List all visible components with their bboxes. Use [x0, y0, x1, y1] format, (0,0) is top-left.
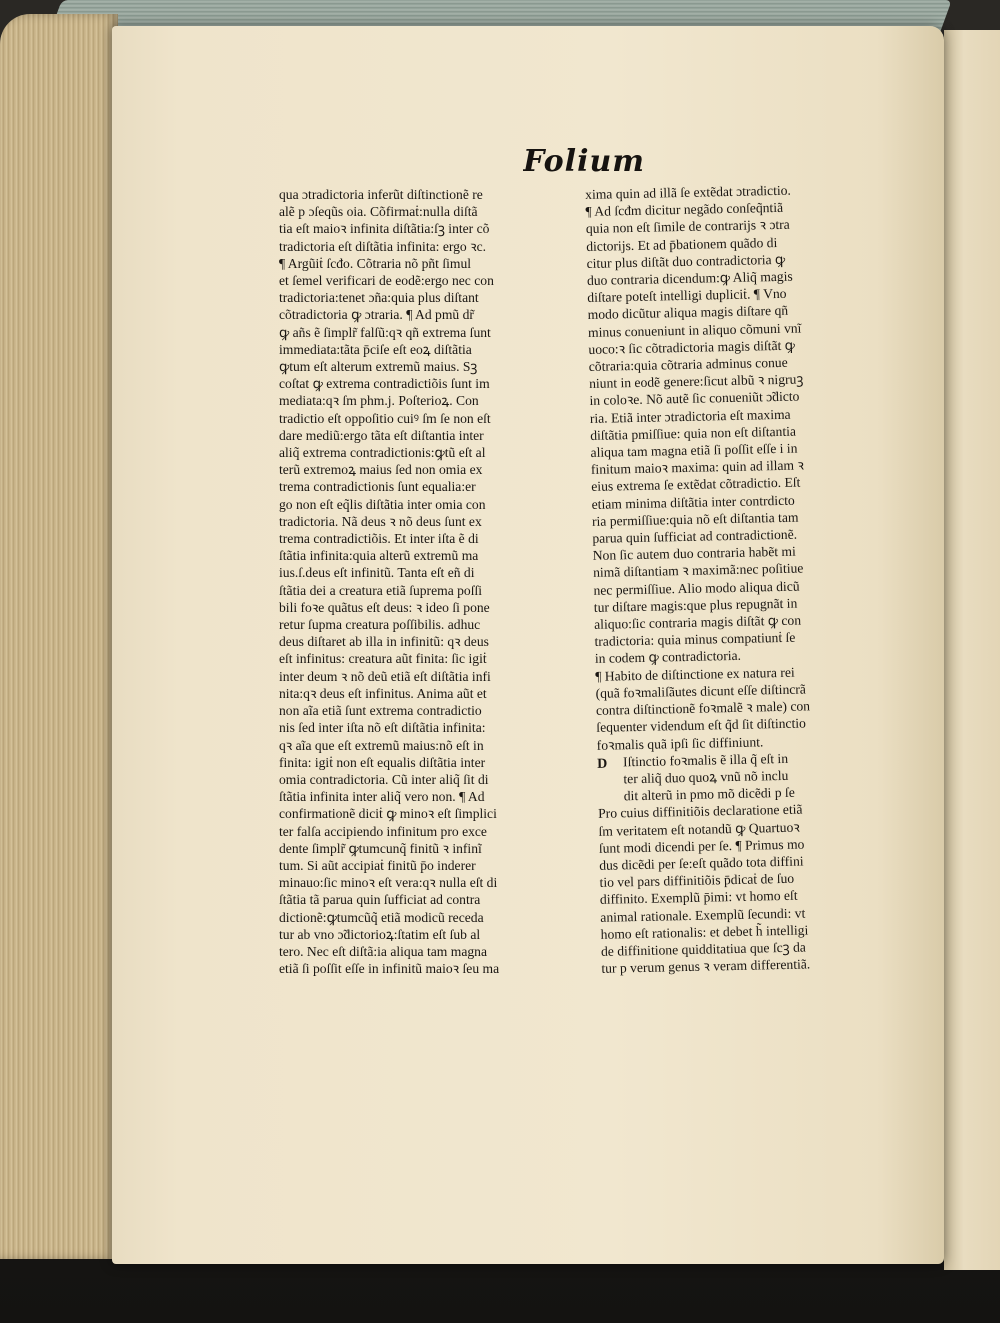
text-line: Non ſic autem duo contraria habẽt mi — [592, 543, 796, 564]
text-line: minus conueniunt in aliquo cõmuni vnĩ — [587, 320, 802, 340]
text-line: diſtare poteſt intelligi dupliciṫ. ¶ Vno — [587, 286, 787, 306]
text-line: ter aliq̃ duo quoꝝ vnũ nõ inclu — [623, 767, 789, 787]
text-line: cõtraria:quia cõtraria adminus conue — [588, 354, 788, 374]
text-line: ¶ Habito de diſtinctione ex natura rei — [595, 664, 795, 684]
text-line: ſtãtia dei a creatura etiã ſuprema poſſi — [279, 582, 483, 598]
text-line: dit alterũ in pmo mõ dicẽdi p ſe — [623, 784, 795, 804]
text-line: ter falſa accipiendo infinitum pro exce — [279, 823, 487, 839]
text-line: dente ſimplr̃ ꝙtumcunq̃ finitũ ꝛ infinĩ — [279, 840, 482, 856]
text-line: tum. Si aũt accipiaṫ finitũ p̄o inderer — [279, 857, 476, 873]
text-line: trema contradictiõis. Et inter iſta ẽ di — [279, 531, 479, 547]
text-line: non aĩa etiã ſunt extrema contradictio — [279, 703, 482, 719]
initial-paragraph-lines — [623, 749, 795, 804]
text-line: Pro cuius diffinitiõis declaratione etiã — [597, 801, 803, 822]
text-line: cõtradictoria ꝙ ɔtraria. ¶ Ad pmũ dr̃ — [279, 307, 474, 323]
text-line: duo contraria dicendum:ꝙ Aliq̃ magis — [586, 268, 793, 288]
text-line: tio vel pars diffinitiõis p̄dicaṫ de ſuo — [599, 870, 795, 890]
text-line: tero. Nec eſt diſtã:ia aliqua tam magna — [279, 943, 487, 959]
text-line: tradictoria. Nã deus ꝛ nõ deus ſunt ex — [279, 513, 482, 529]
text-line: ſunt modi dicendi per ſe. ¶ Primus mo — [598, 836, 805, 856]
text-line: ius.ſ.deus eſt infinitũ. Tanta eſt eñ di — [279, 565, 475, 581]
text-line: aliq̃ extrema contradictionis:ꝙtũ eſt al — [279, 445, 486, 461]
text-line: foꝛmalis quã ipſi ſic diffiniunt. — [596, 733, 764, 753]
text-line: coſtat ꝙ extrema contradictiõis ſunt im — [279, 376, 490, 392]
text-line: nis ſed inter iſta nõ eſt diſtãtia infinita: — [279, 720, 486, 736]
text-line: diffinito. Exemplũ p̄imi: vt homo eſt — [599, 888, 798, 908]
text-line: nita:qꝛ deus eſt infinitus. Anima aũt et — [279, 685, 487, 701]
text-line: tur ab vno ɔ̃dictorioꝝ:ſtatim eſt ſub al — [279, 926, 481, 942]
text-line: minauo:ſic minoꝛ eſt vera:qꝛ nulla eſt di — [279, 875, 498, 891]
text-line: dare mediũ:ergo tãta eſt diſtantia inter — [279, 427, 484, 443]
text-line: ſtãtia infinita:quia alterũ extremũ ma — [279, 548, 479, 564]
text-line: diſtãtia pmiſſiue: quia non eſt diſtantia — [590, 423, 797, 443]
text-line: eius extrema ſe extẽdat cõtradictio. Eſt — [591, 475, 801, 495]
text-line: bili foꝛe quãtus eſt deus: ꝛ ideo ſi pone — [279, 599, 490, 615]
text-line: uoco:ꝛ ſic cõtradictoria magis diſtãt ꝙ — [588, 337, 796, 357]
text-line: dictionẽ:ꝙtumcũq̃ etiã modicũ receda — [279, 909, 484, 925]
text-line: ria permiſſiue:quia nõ eſt diſtantia tam — [591, 509, 799, 529]
text-line: ſequenter videndum eſt q̃d ſit diſtinctio — [596, 715, 806, 736]
book-fore-edge — [0, 14, 118, 1259]
facing-page-edge — [944, 30, 1000, 1270]
text-line: etiã ſi poſſit eſſe in infinitũ maioꝛ ſeu ma — [279, 961, 500, 977]
text-line: ꝙtum eſt alterum extremũ maius. Sꝫ — [279, 359, 478, 375]
text-line: dus dicẽdi per ſe:eſt quãdo tota diffini — [599, 853, 804, 873]
text-line: ſtãtia tã parua quin ſufficiat ad contra — [279, 892, 481, 908]
text-line: nimã diſtantiam ꝛ maximã:nec poſitiue — [592, 560, 804, 581]
text-line: (quã foꝛmaliſãutes dicunt eſſe diſtincrã — [595, 681, 807, 701]
text-line: deus diſtaret ab illa in infinitũ: qꝛ deus — [279, 634, 489, 650]
text-line: et ſemel verificari de eodẽ:ergo nec con — [279, 273, 494, 289]
text-line: ꝙ añs ẽ ſimplr̃ falſũ:qꝛ qñ extrema ſunt — [279, 324, 491, 340]
text-line: ¶ Ad ſcđm dicitur negãdo conſeq̃ntiã — [585, 200, 784, 220]
text-line: tradictoria: quia minus compatiunṫ ſe — [594, 629, 796, 650]
text-line: ſm veritatem eſt notandũ ꝙ Quartuoꝛ — [598, 819, 800, 839]
text-line: modo dicũtur aliqua magis diſtare qñ — [587, 303, 789, 323]
text-line: tradictio eſt oppoſitio cuiꝰ ſm ſe non eſt — [279, 410, 491, 426]
text-line: nec permiſſiue. Alio modo aliqua dicũ — [593, 578, 800, 598]
text-line: in codem ꝙ contradictoria. — [594, 648, 742, 667]
right-column-top-block — [585, 180, 889, 754]
text-line: inter deum ꝛ nõ deũ etiã eſt diſtãtia infi — [279, 668, 491, 684]
text-line: niunt in eodẽ genere:ſicut albũ ꝛ nigruꝫ — [588, 371, 804, 392]
text-line: quia non eſt ſimile de contrarijs ꝛ ɔtra — [585, 217, 790, 237]
text-line: tur diſtare magis:que plus repugnãt in — [593, 595, 798, 615]
text-line: xima quin ad illã ſe extẽdat ɔtradictio. — [585, 182, 792, 202]
text-line: ¶ Argũiṫ ſcđo. Cõtraria nõ pñt ſimul — [279, 255, 472, 271]
text-line: qua ɔtradictoria inferũt diſtinctionẽ re — [279, 187, 483, 202]
right-text-column — [585, 180, 896, 1091]
text-line: omia contradictoria. Cũ inter aliq̃ ſit di — [279, 771, 489, 787]
text-line: trema contradictionis ſunt equalia:er — [279, 479, 476, 495]
text-line: immediata:tãta p̄ciſe eſt eoꝝ diſtãtia — [279, 341, 472, 357]
text-line: tia eſt maioꝛ infinita diſtãtia:ſꝫ inter cõ — [279, 221, 490, 237]
text-line: aliqua tam magna etiã ſi poſſit eſſe i in — [590, 440, 798, 460]
text-line: tur p verum genus ꝛ veram differentiã. — [601, 956, 811, 976]
text-line: etiam minima diſtãtia inter contrdicto — [591, 492, 795, 512]
text-line: tradictoria:tenet ɔña:quia plus diſtant — [279, 290, 479, 306]
text-line: dictorijs. Et ad p̄bationem quãdo di — [586, 234, 778, 254]
text-line: citur plus diſtãt duo contradictoria ꝙ — [586, 251, 786, 271]
text-line: terũ extremoꝝ maius ſed non omia ex — [279, 462, 483, 478]
text-line: eſt infinitus: creatura aũt finita: ſic igiṫ — [279, 651, 487, 667]
text-line: go non eſt eq̃lis diſtãtia inter omia con — [279, 496, 486, 512]
left-text-column — [279, 186, 577, 1026]
text-line: qꝛ aĩa que eſt extremũ maius:nõ eſt in — [279, 737, 484, 753]
text-line: ria. Etiã inter ɔtradictoria eſt maxima — [589, 406, 791, 426]
text-line: confirmationẽ diciṫ ꝙ minoꝛ eſt ſimplici — [279, 806, 497, 822]
text-line: retur ſupma creatura poſſibilis. adhuc — [279, 617, 481, 633]
text-line: animal rationale. Exemplũ ſecundi: vt — [600, 905, 806, 925]
text-line: in coloꝛe. Nõ autẽ ſic conueniũt ɔ̃dicto — [589, 388, 800, 409]
text-line: Iſtinctio foꝛmalis ẽ illa q̃ eſt in — [622, 750, 789, 770]
text-line: tradictoria eſt diſtãtia infinita: ergo ꝛc. — [279, 238, 487, 254]
initial-letter: D — [596, 756, 608, 772]
text-line: parua quin ſufficiat ad contradictionẽ. — [592, 526, 798, 546]
text-line: contra diſtinctionẽ foꝛmalẽ ꝛ male) con — [595, 698, 811, 718]
text-line: ſtãtia infinita inter aliq̃ vero non. ¶ Ad — [279, 789, 485, 805]
text-line: alẽ p ɔſeqũs oia. Cõfirmaṫ:nulla diſtã — [279, 204, 478, 220]
text-line: de diffinitione quidditatiua que ſcꝫ da — [600, 939, 807, 959]
page-header-folium: Folium — [523, 144, 646, 179]
text-line: aliquo:ſic contraria magis diſtãt ꝙ con — [594, 612, 802, 632]
text-line: mediata:qꝛ ſm phm.j. Poſterioꝝ. Con — [279, 393, 479, 409]
initial-paragraph — [597, 747, 890, 805]
right-column-bottom-block — [598, 799, 894, 977]
text-line: homo eſt rationalis: et debet h̃ intelligi — [600, 922, 809, 942]
text-line: finitum maioꝛ maxima: quin ad illam ꝛ — [590, 457, 805, 478]
text-line: finita: igiṫ non eſt equalis diſtãtia inter — [279, 754, 486, 770]
